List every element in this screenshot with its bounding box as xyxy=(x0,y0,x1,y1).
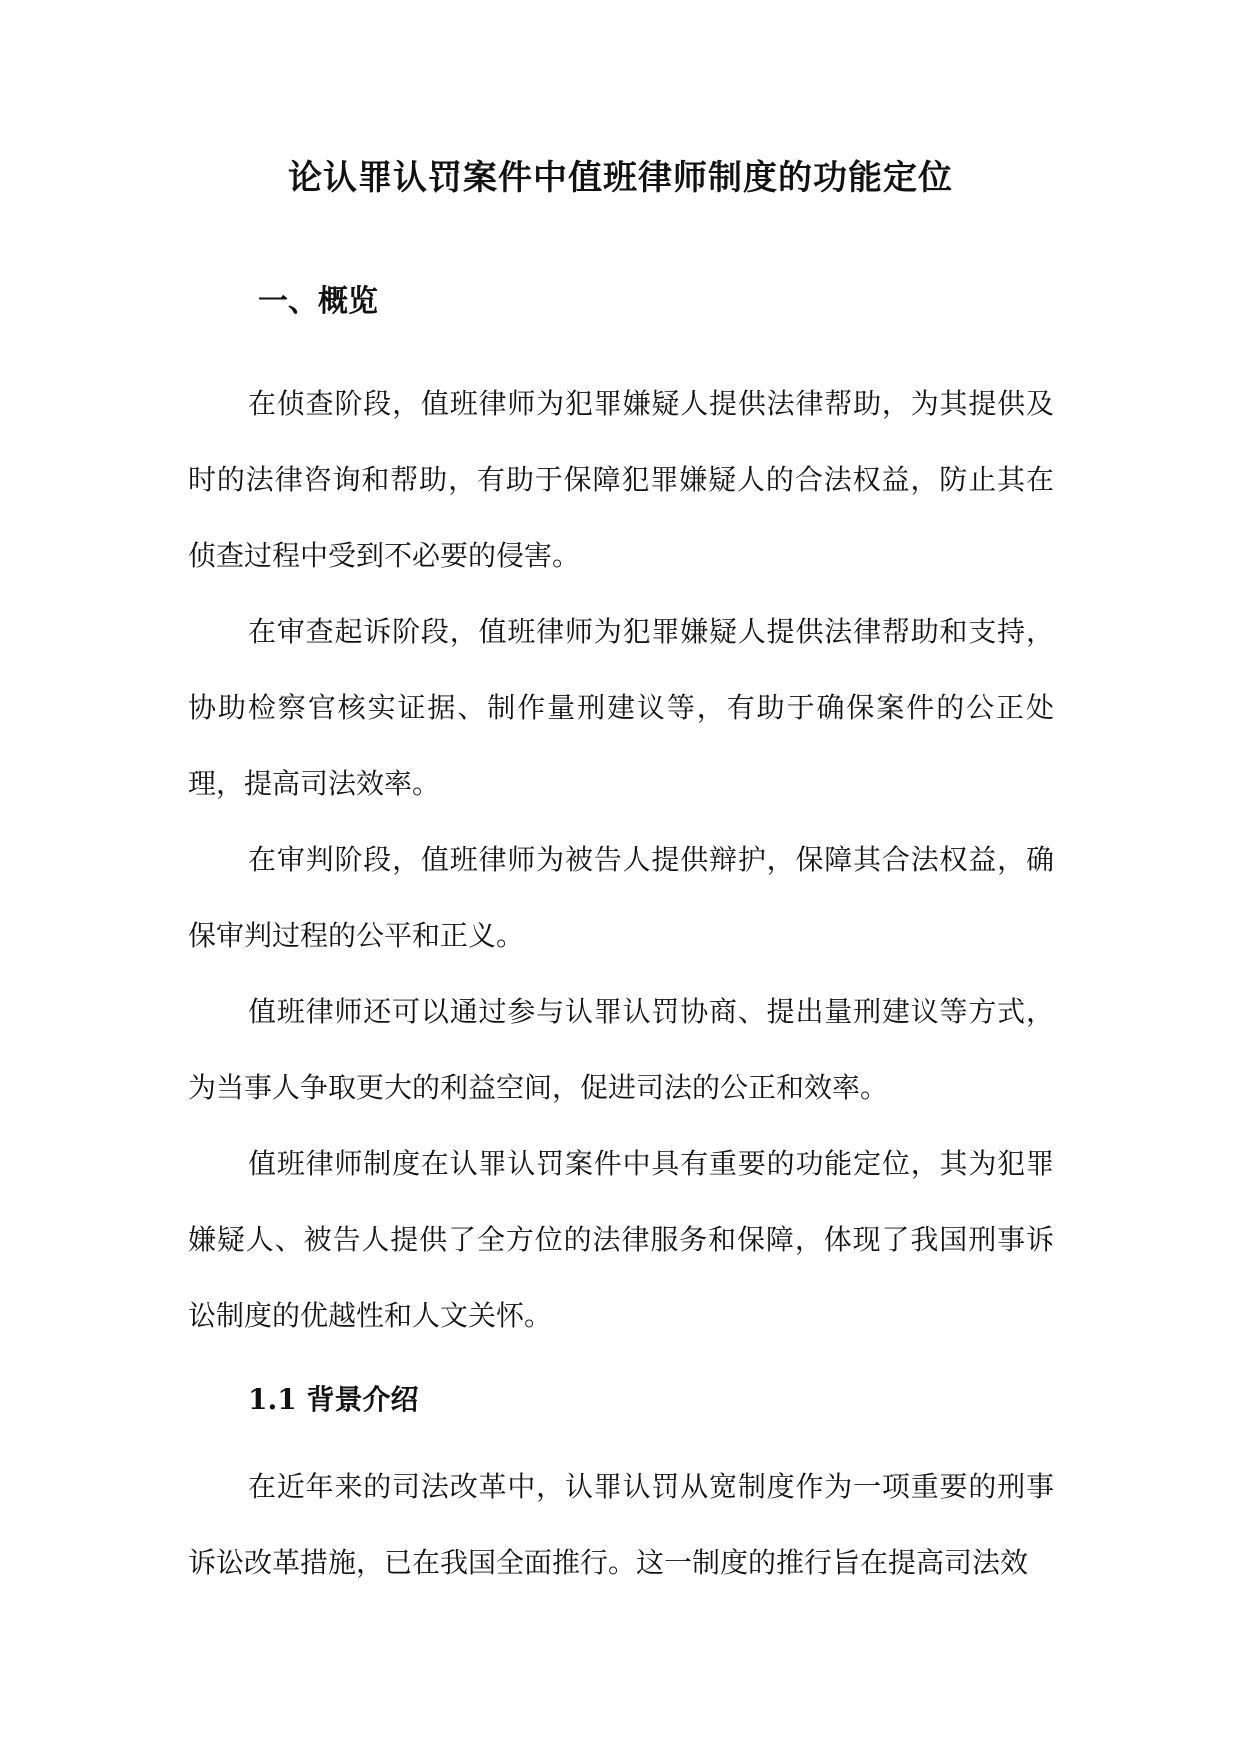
subsection-body-background xyxy=(188,1449,1054,1601)
paragraph: 值班律师制度在认罪认罚案件中具有重要的功能定位，其为犯罪嫌疑人、被告人提供了全方位的法律服务和保障，体现了我国刑事诉讼制度的优越性和人文关怀。 xyxy=(188,1147,1054,1332)
section-heading-overview: 一、概览 xyxy=(258,284,378,319)
document-title: 论认罪认罚案件中值班律师制度的功能定位 xyxy=(288,158,953,198)
paragraph: 在审查起诉阶段，值班律师为犯罪嫌疑人提供法律帮助和支持，协助检察官核实证据、制作量刑建议等，有助于确保案件的公正处理，提高司法效率。 xyxy=(188,615,1054,800)
subsection-heading-background: 1.1 背景介绍 xyxy=(248,1383,419,1416)
paragraph: 在审判阶段，值班律师为被告人提供辩护，保障其合法权益，确保审判过程的公平和正义。 xyxy=(188,843,1054,952)
paragraph: 在近年来的司法改革中，认罪认罚从宽制度作为一项重要的刑事诉讼改革措施，已在我国全面推行。这一制度的推行旨在提高司法效 xyxy=(188,1470,1054,1579)
paragraph: 在侦查阶段，值班律师为犯罪嫌疑人提供法律帮助，为其提供及时的法律咨询和帮助，有助于保障犯罪嫌疑人的合法权益，防止其在侦查过程中受到不必要的侵害。 xyxy=(188,387,1054,572)
section-body-overview xyxy=(188,366,1054,1354)
paragraph: 值班律师还可以通过参与认罪认罚协商、提出量刑建议等方式，为当事人争取更大的利益空间，促进司法的公正和效率。 xyxy=(188,995,1054,1104)
